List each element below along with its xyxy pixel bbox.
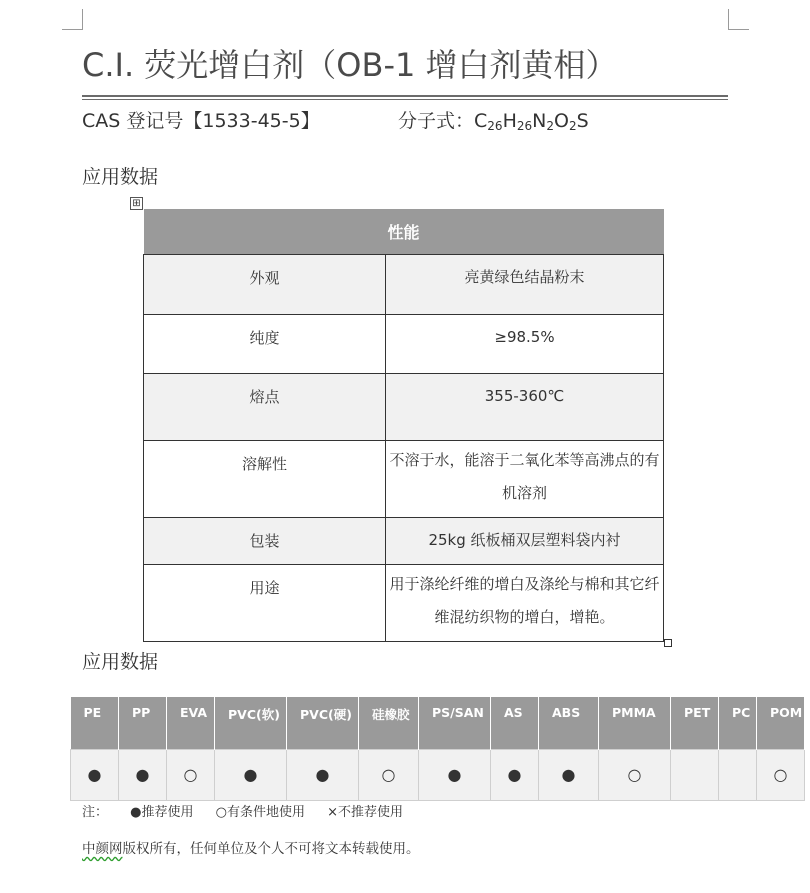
application-mark: ● xyxy=(119,749,167,800)
table-resize-handle[interactable] xyxy=(664,639,672,647)
property-value: 355-360℃ xyxy=(386,374,664,441)
formula-subscript: 26 xyxy=(516,119,533,133)
application-column-header: PE xyxy=(71,697,119,749)
copyright-text: 版权所有，任何单位及个人不可将文本转载使用。 xyxy=(122,841,420,857)
application-mark: ● xyxy=(215,749,287,800)
page-title: C.I. 荧光增白剂（OB-1 增白剂黄相） xyxy=(82,46,618,84)
application-mark: ○ xyxy=(359,749,419,800)
application-mark: ● xyxy=(491,749,539,800)
legend-not-recommended: ×不推荐使用 xyxy=(327,805,404,820)
table-row xyxy=(144,518,664,565)
table-row xyxy=(144,255,664,315)
application-column-header: ABS xyxy=(539,697,599,749)
application-column-header: PET xyxy=(671,697,719,749)
property-label: 用途 xyxy=(144,565,386,642)
formula-subscript: 26 xyxy=(487,119,503,133)
application-mark: ○ xyxy=(599,749,671,800)
properties-header: 性能 xyxy=(144,209,664,255)
copyright-site: 中颜网 xyxy=(82,841,123,857)
section-heading-application-data: 应用数据 xyxy=(82,166,159,188)
application-table xyxy=(70,697,805,801)
property-label: 纯度 xyxy=(144,315,386,374)
table-row xyxy=(144,441,664,518)
formula-element: N xyxy=(532,110,547,132)
application-mark: ● xyxy=(539,749,599,800)
application-column-header: PVC(硬) xyxy=(287,697,359,749)
table-move-handle-icon[interactable]: ⊞ xyxy=(130,197,143,210)
formula-subscript: 2 xyxy=(546,119,555,133)
application-column-header: AS xyxy=(491,697,539,749)
section-heading-application-data-2: 应用数据 xyxy=(82,651,159,673)
application-mark: ● xyxy=(71,749,119,800)
table-row xyxy=(144,374,664,441)
cas-number: CAS 登记号【1533-45-5】 xyxy=(82,110,320,132)
application-column-header: PC xyxy=(719,697,757,749)
legend-recommended: ●推荐使用 xyxy=(130,805,194,820)
application-column-header: 硅橡胶 xyxy=(359,697,419,749)
formula-element: C xyxy=(474,110,488,132)
crop-mark-top-right xyxy=(728,9,749,30)
application-mark: ● xyxy=(419,749,491,800)
property-label: 熔点 xyxy=(144,374,386,441)
molecular-formula xyxy=(398,106,589,133)
formula-label: 分子式： xyxy=(398,110,475,132)
legend-note xyxy=(82,801,421,820)
application-column-header: PMMA xyxy=(599,697,671,749)
copyright-notice xyxy=(82,837,420,857)
property-value: 用于涤纶纤维的增白及涤纶与棉和其它纤维混纺织物的增白，增艳。 xyxy=(386,565,664,642)
property-value: 不溶于水，能溶于二氧化苯等高沸点的有机溶剂 xyxy=(386,441,664,518)
property-value: 亮黄绿色结晶粉末 xyxy=(386,255,664,315)
application-mark: ○ xyxy=(167,749,215,800)
legend-conditional: ○有条件地使用 xyxy=(215,805,305,820)
property-label: 外观 xyxy=(144,255,386,315)
property-value: ≥98.5% xyxy=(386,315,664,374)
properties-table xyxy=(143,209,664,642)
property-label: 包装 xyxy=(144,518,386,565)
application-column-header: PP xyxy=(119,697,167,749)
property-value: 25kg 纸板桶双层塑料袋内衬 xyxy=(386,518,664,565)
legend-prefix: 注： xyxy=(82,805,109,820)
title-rule-thick xyxy=(82,95,728,97)
application-column-header: PS/SAN xyxy=(419,697,491,749)
application-mark xyxy=(719,749,757,800)
formula-subscript: 2 xyxy=(568,119,577,133)
formula-element: O xyxy=(554,110,569,132)
crop-mark-top-left xyxy=(62,9,83,30)
formula-element: H xyxy=(502,110,517,132)
table-row xyxy=(144,565,664,642)
table-row xyxy=(144,315,664,374)
formula-value xyxy=(474,110,589,132)
application-mark: ● xyxy=(287,749,359,800)
application-column-header: PVC(软) xyxy=(215,697,287,749)
application-mark: ○ xyxy=(757,749,805,800)
formula-element: S xyxy=(576,110,589,132)
application-column-header: POM xyxy=(757,697,805,749)
property-label: 溶解性 xyxy=(144,441,386,518)
application-column-header: EVA xyxy=(167,697,215,749)
title-rule-thin xyxy=(82,99,728,100)
application-mark xyxy=(671,749,719,800)
